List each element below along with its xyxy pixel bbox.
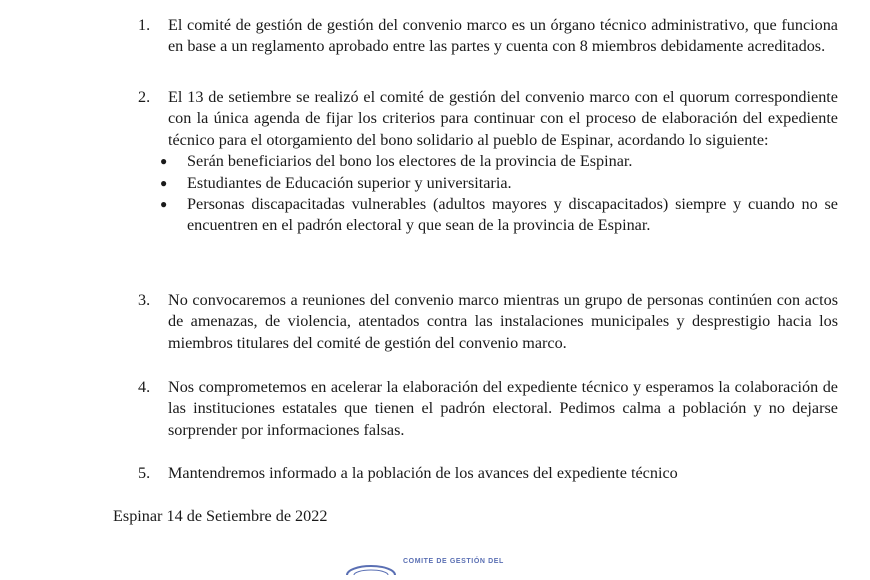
bullet-item: ● Serán beneficiarios del bono los electores de la provincia de Espinar. (138, 151, 838, 172)
item-text: El 13 de setiembre se realizó el comité de gestión del convenio marco con el quorum correspondiente con la única agenda de fijar los criterios para continuar con el proceso de elaboración del expediente técnico para el otorgamiento del bono solidario al pueblo de Espinar, acordando lo siguiente: (168, 88, 838, 149)
bullet-item: ● Personas discapacitadas vulnerables (adultos mayores y discapacitados) siempre y cuando no se encuentren en el padrón electoral y que sean de la provincia de Espinar. (160, 195, 838, 235)
item-text: Nos comprometemos en acelerar la elaboración del expediente técnico y esperamos la colaboración de las instituciones estatales que tienen el padrón electoral. Pedimos calma a población y no dejarse sorprender por informaciones falsas. (168, 378, 838, 439)
bullet-icon: ● (160, 197, 168, 212)
list-item-2 (138, 87, 838, 237)
bullet-item: ● Estudiantes de Educación superior y universitaria. (138, 173, 838, 194)
list-item-1 (138, 15, 838, 58)
item-number: 2. (138, 88, 151, 106)
list-item-3 (138, 290, 838, 354)
list-item-5 (138, 463, 838, 484)
item-number: 4. (138, 378, 151, 396)
item-number: 3. (138, 291, 151, 309)
item-text: Mantendremos informado a la población de los avances del expediente técnico (168, 464, 678, 482)
bullet-icon: ● (160, 175, 168, 190)
bullet-icon: ● (160, 154, 168, 169)
item-text: No convocaremos a reuniones del convenio marco mientras un grupo de personas continúen con actos de amenazas, de violencia, atentados contra las instalaciones municipales y desprestigio hacia los miembros titulares del comité de gestión del convenio marco. (168, 291, 838, 352)
list-item-4 (138, 377, 838, 441)
stamp-text: COMITE DE GESTIÓN DEL (403, 558, 504, 565)
document-date: Espinar 14 de Setiembre de 2022 (113, 507, 328, 525)
item-number: 1. (138, 16, 151, 34)
item-number: 5. (138, 464, 151, 482)
item-text: El comité de gestión de gestión del convenio marco es un órgano técnico administrativo, que funciona en base a un reglamento aprobado entre las partes y cuenta con 8 miembros debidamente acreditados. (168, 16, 838, 56)
committee-stamp (345, 555, 545, 575)
bullet-list (138, 151, 838, 237)
